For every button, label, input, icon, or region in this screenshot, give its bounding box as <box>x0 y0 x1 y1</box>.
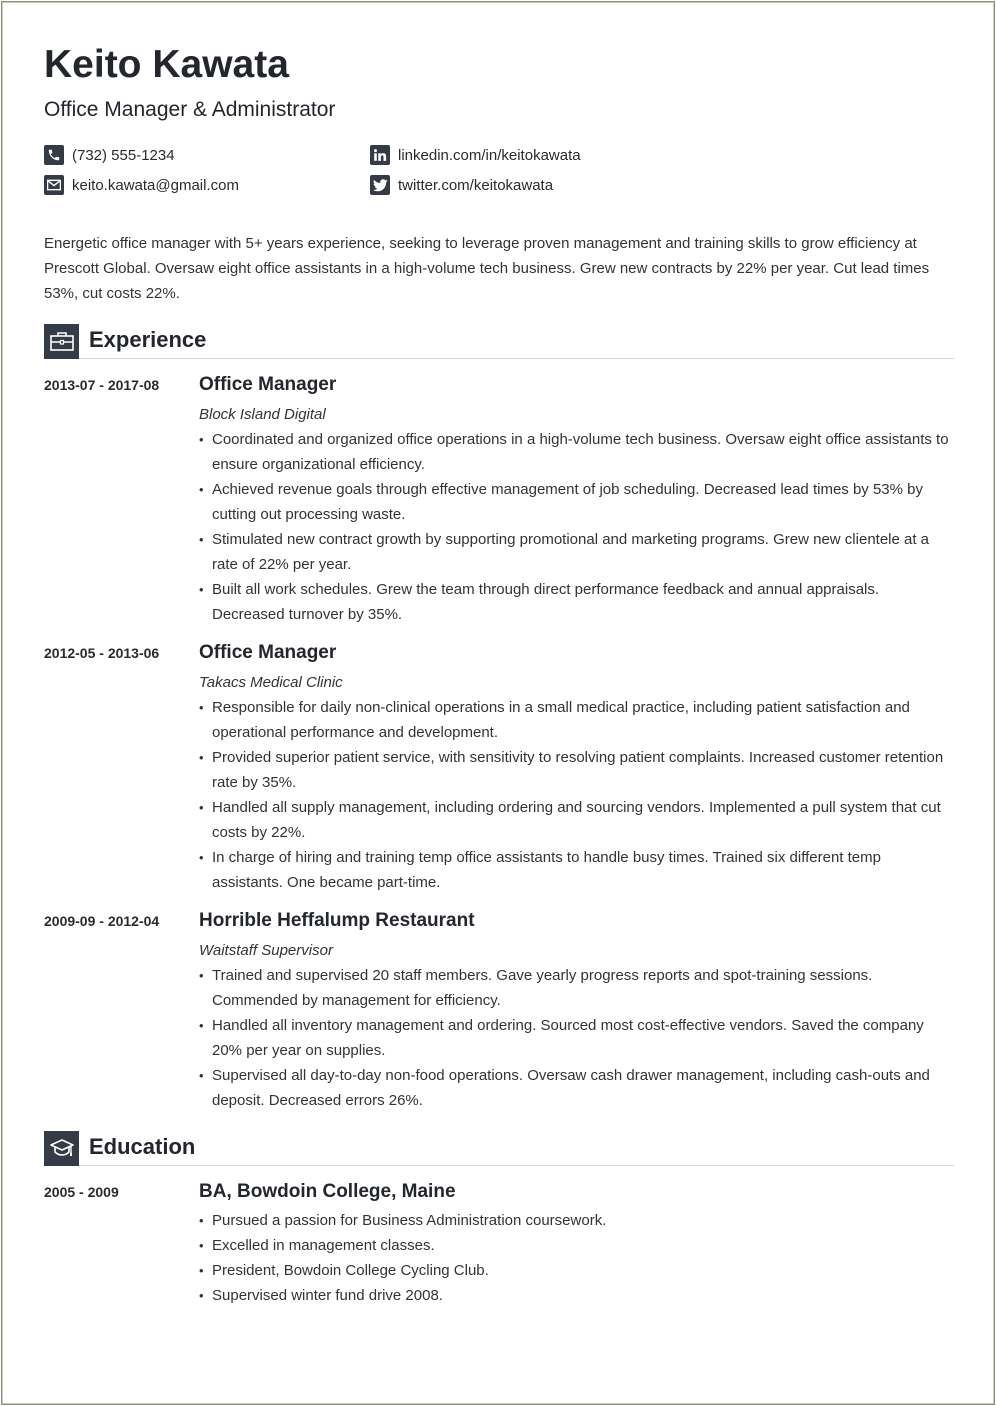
candidate-title: Office Manager & Administrator <box>44 98 336 121</box>
contact-twitter <box>370 175 770 195</box>
twitter-icon <box>370 175 390 195</box>
entry-dates: 2012-05 - 2013-06 <box>44 645 160 661</box>
contact-email <box>44 175 370 195</box>
bullet-item: • Supervised winter fund drive 2008. <box>199 1283 954 1308</box>
experience-heading: Experience <box>89 327 207 352</box>
bullet-item: • Stimulated new contract growth by supporting promotional and marketing programs. Grew new clientele at a rate of 22% per year. <box>199 527 954 577</box>
bullet-item: • Handled all supply management, including ordering and sourcing vendors. Implemented a pull system that cut costs by 22%. <box>199 795 954 845</box>
bullet-item: • President, Bowdoin College Cycling Club. <box>199 1258 954 1283</box>
education-entry <box>44 1180 954 1308</box>
entry-role: Office Manager <box>199 642 337 663</box>
summary-paragraph: Energetic office manager with 5+ years experience, seeking to leverage proven management and training skills to grow efficiency at Prescott Global. Oversaw eight office assistants in a high-volume tech business. Grew new contracts by 22% per year. Cut lead times 53%, cut costs 22%. <box>44 235 930 302</box>
bullet-item: • Provided superior patient service, with sensitivity to resolving patient complaints. Increased customer retention rate by 35%. <box>199 745 954 795</box>
linkedin-icon <box>370 145 390 165</box>
bullet-item: • Pursued a passion for Business Administration coursework. <box>199 1208 954 1233</box>
resume-content <box>44 42 954 1308</box>
entry-bullets <box>199 1208 954 1308</box>
bullet-item: • In charge of hiring and training temp office assistants to handle busy times. Trained six different temp assistants. One became part-time. <box>199 845 954 895</box>
phone-text[interactable]: (732) 555-1234 <box>72 146 175 164</box>
resume-page <box>1 1 995 1405</box>
linkedin-text[interactable]: linkedin.com/in/keitokawata <box>398 146 581 164</box>
bullet-item: • Responsible for daily non-clinical operations in a small medical practice, including patient satisfaction and operational performance and development. <box>199 695 954 745</box>
email-text[interactable]: keito.kawata@gmail.com <box>72 176 239 194</box>
phone-icon <box>44 145 64 165</box>
experience-entry <box>44 373 954 627</box>
entry-organization: Waitstaff Supervisor <box>199 942 333 959</box>
candidate-name: Keito Kawata <box>44 43 289 86</box>
contact-list <box>44 145 954 195</box>
experience-section-header <box>44 322 954 359</box>
bullet-item: • Trained and supervised 20 staff members. Gave yearly progress reports and spot-training sessions. Commended by management for efficiency. <box>199 963 954 1013</box>
twitter-text[interactable]: twitter.com/keitokawata <box>398 176 554 194</box>
contact-phone <box>44 145 370 165</box>
entry-dates: 2005 - 2009 <box>44 1184 119 1200</box>
briefcase-icon <box>44 324 79 359</box>
entry-bullets <box>199 695 954 895</box>
experience-entry <box>44 909 954 1113</box>
contact-linkedin <box>370 145 770 165</box>
graduation-cap-icon <box>44 1131 79 1166</box>
entry-dates: 2013-07 - 2017-08 <box>44 377 160 393</box>
entry-bullets <box>199 427 954 627</box>
bullet-item: • Excelled in management classes. <box>199 1233 954 1258</box>
bullet-item: • Built all work schedules. Grew the team through direct performance feedback and annual appraisals. Decreased turnover by 35%. <box>199 577 954 627</box>
bullet-item: • Handled all inventory management and ordering. Sourced most cost-effective vendors. Saved the company 20% per year on supplies. <box>199 1013 954 1063</box>
entry-organization: Takacs Medical Clinic <box>199 674 343 691</box>
experience-entry <box>44 641 954 895</box>
bullet-item: • Supervised all day-to-day non-food operations. Oversaw cash drawer management, including cash-outs and deposit. Decreased errors 26%. <box>199 1063 954 1113</box>
email-icon <box>44 175 64 195</box>
education-heading: Education <box>89 1134 196 1159</box>
entry-role: Horrible Heffalump Restaurant <box>199 910 475 931</box>
entry-bullets <box>199 963 954 1113</box>
entry-dates: 2009-09 - 2012-04 <box>44 913 160 929</box>
entry-organization: Block Island Digital <box>199 406 326 423</box>
bullet-item: • Achieved revenue goals through effective management of job scheduling. Decreased lead times by 53% by cutting out processing waste. <box>199 477 954 527</box>
entry-role: Office Manager <box>199 374 337 395</box>
education-section-header <box>44 1129 954 1166</box>
entry-degree: BA, Bowdoin College, Maine <box>199 1181 456 1202</box>
bullet-item: • Coordinated and organized office operations in a high-volume tech business. Oversaw eight office assistants to ensure organizational efficiency. <box>199 427 954 477</box>
